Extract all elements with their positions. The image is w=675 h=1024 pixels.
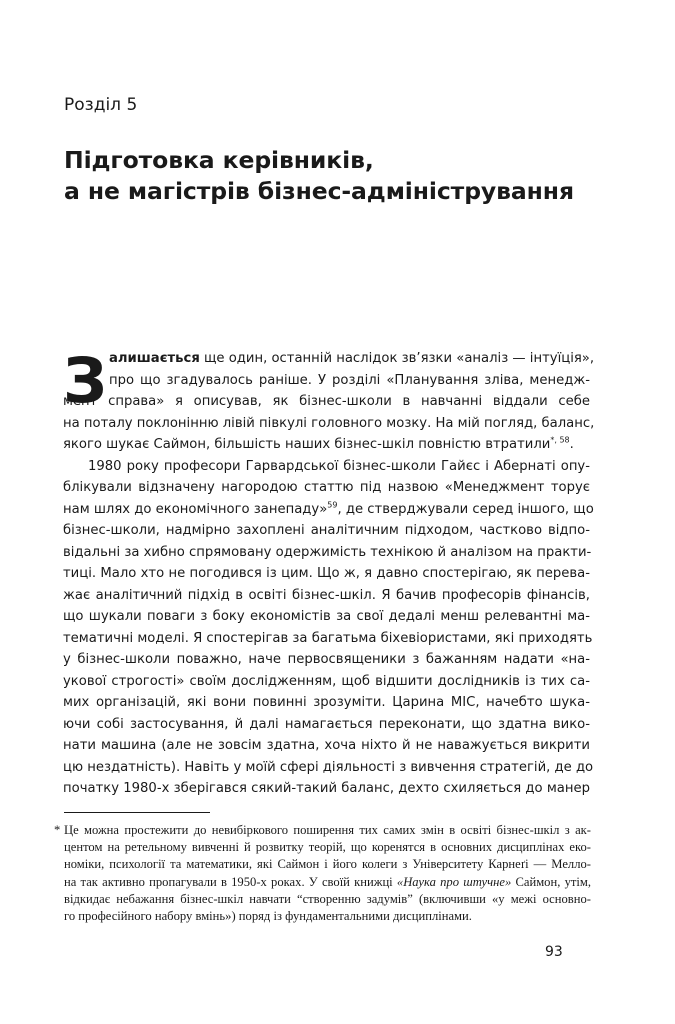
body-line: мих організацій, які вони повинні зрозуміти. Царина МІС, начебто шука- [63,695,590,710]
book-title: «Наука про штучне» [396,874,512,889]
footnote-line: Це можна простежити до невибіркового поширення тих самих змін в освіті бізнес-шкіл з ак- [64,823,591,837]
footnote-line: відкидає небажання бізнес-шкіл навчати “створенню задумів” (включивши «у межі основно- [64,891,591,906]
chapter-title-line-2: а не магістрів бізнес-адміністрування [64,177,574,205]
drop-cap: З [63,344,108,417]
body-line: нати машина (але не зовсім здатна, хоча ніхто й не наважується викрити [63,738,590,753]
footnote-line: на так активно пропагували в 1950-х роках. У своїй книжці «Наука про штучне» Саймон, утім, [64,874,591,889]
body-line: нам шлях до економічного занепаду»$^{59}$, де стверджували серед іншого, що [63,500,594,517]
lead-bold-word: алишається [109,351,200,366]
footnote-mark: * [54,823,61,837]
page-number: 93 [545,944,563,960]
footnote-line: го професійного набору вмінь») поряд із фундаментальними дисциплінами. [64,908,472,923]
chapter-title-line-1: Підготовка керівників, [64,146,374,174]
footnote-reference: *, 58 [550,435,570,445]
footnote-line: центом на ретельному вивченні й розвитку теорій, що коренятся в основних дисциплінах еко- [64,840,591,855]
body-line: початку 1980-х зберігався сякий-такий баланс, дехто схиляється до манер [63,781,590,796]
body-line: алишається ще один, останній наслідок зв’язки «аналіз — інтуїція», [109,351,595,366]
chapter-label: Розділ 5 [64,95,138,115]
body-line: ючи собі застосування, й далі намагається переконати, що здатна вико- [63,716,590,732]
endnote-reference: 59 [327,500,338,510]
body-line: тематичні моделі. Я спостерігав за багатьма біхевіористами, які приходять [63,630,593,646]
footnote [54,822,591,925]
body-line: про що згадувалось раніше. У розділі «Планування зліва, менедж- [109,372,590,388]
footnote-line: номіки, психології та математики, які Саймон і його колеги з Університету Карнеґі — Мелло- [64,857,591,872]
body-line: 1980 року професори Гарвардської бізнес-школи Гайєс і Абернаті опу- [88,458,590,474]
body-line: укової строгості» своїм дослідженням, щоб відшити дослідників із тих са- [63,673,590,689]
chapter-title [64,145,624,207]
body-line: жає аналітичний підхід в освіті бізнес-шкіл. Я бачив професорів фінансів, [63,587,590,603]
body-text [63,344,595,800]
body-line: цю нездатність). Навіть у моїй сфері діяльності з вивчення стратегій, де до [63,759,594,775]
body-line: якого шукає Саймон, більшість наших бізнес-шкіл повністю втратили$^{*, 58}$. [63,435,574,452]
body-line: бізнес-школи, надмірно захоплені аналітичним підходом, частково відпо- [63,523,590,538]
body-line: що шукали поваги з боку економістів за свої дедалі менш релевантні ма- [63,609,590,624]
body-line: відальні за хибно спрямовану одержимість технікою й аналізом на практи- [63,544,592,560]
body-line: блікували відзначену нагородою статтю під назвою «Менеджмент торує [63,480,590,495]
footnote-divider [64,812,210,813]
body-line: на поталу поклонінню лівій півкулі головного мозку. На мій погляд, баланс, [63,415,595,431]
body-line: мент справа» я описував, як бізнес-школи в навчанні віддали себе [63,394,590,409]
body-line: тиці. Мало хто не погодився із цим. Що ж, я давно спостерігаю, як перева- [63,566,590,581]
body-line: у бізнес-школи поважно, наче первосвященики з бажанням надати «на- [63,652,590,667]
